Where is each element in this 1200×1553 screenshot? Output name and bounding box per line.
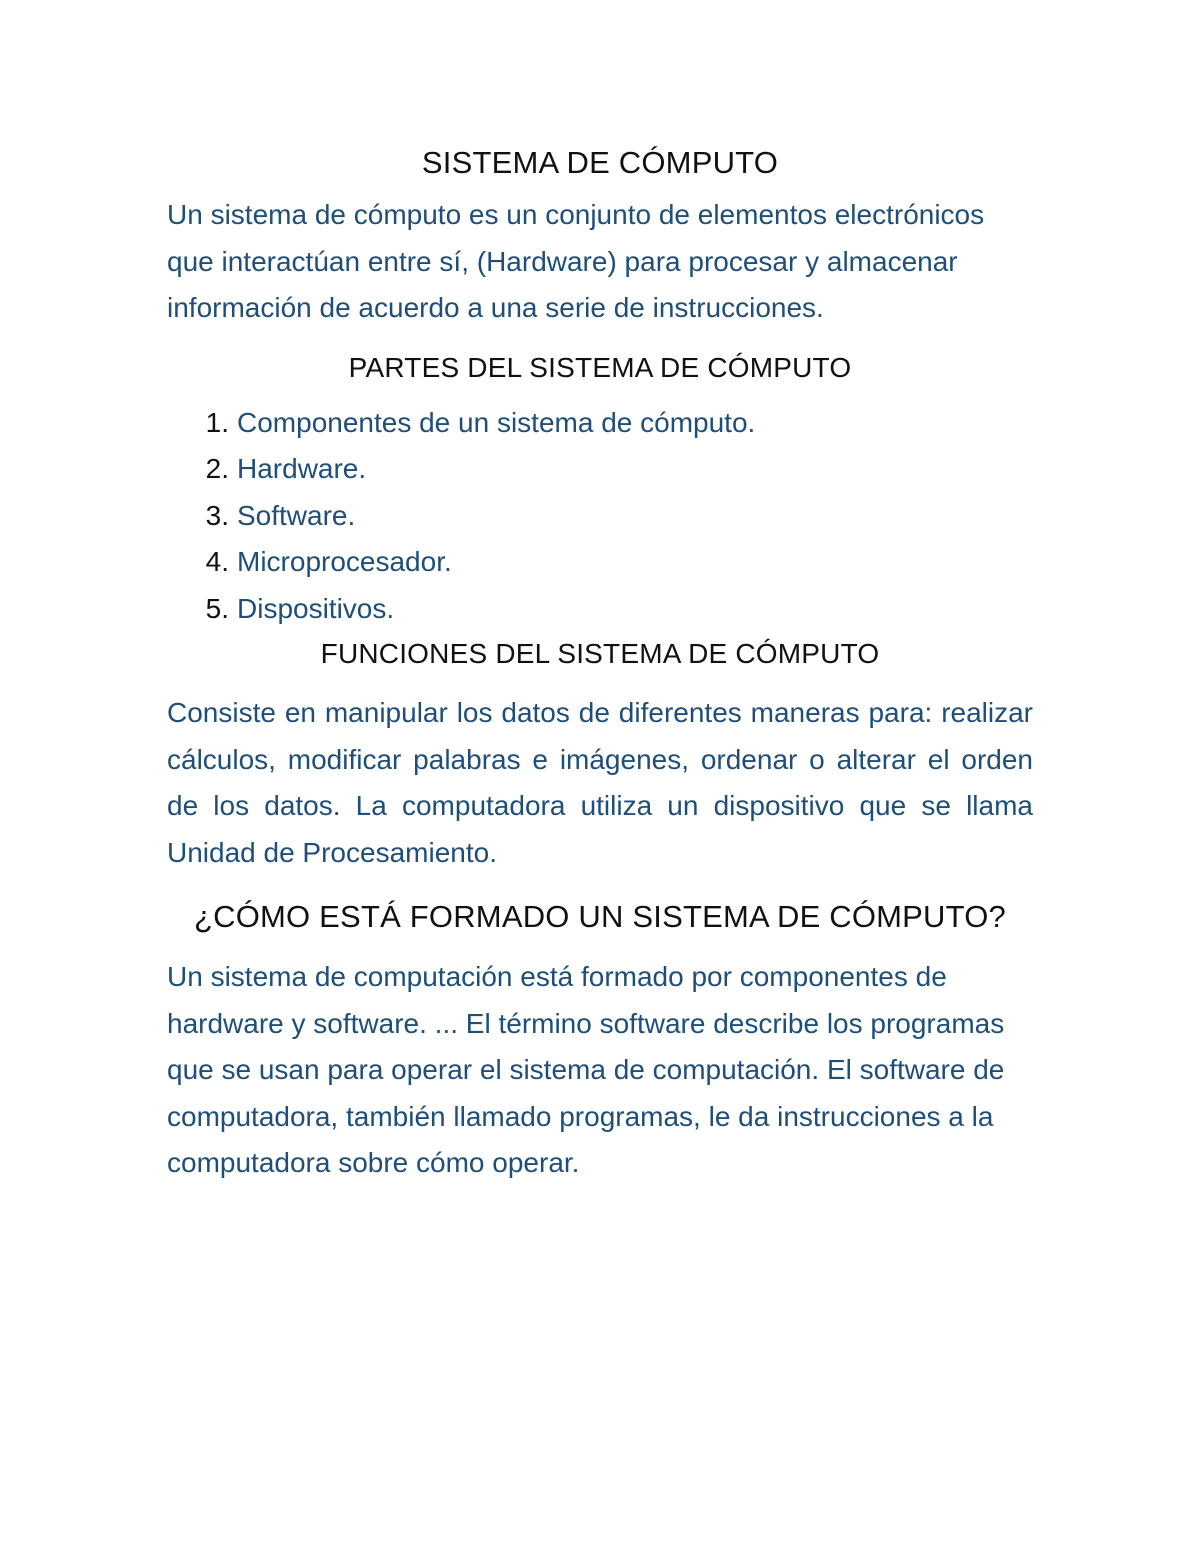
formation-paragraph: Un sistema de computación está formado por componentes de hardware y software. ... El término software describe los programas que se usan para operar el sistema de computación. El software de computadora, también llamado programas, le da instrucciones a la computadora sobre cómo operar. bbox=[167, 961, 1005, 1178]
list-item-number: 1. bbox=[205, 406, 229, 438]
list-item-number: 4. bbox=[205, 546, 229, 577]
functions-paragraph: Consiste en manipular los datos de diferentes maneras para: realizar cálculos, modificar palabras e imágenes, ordenar o alterar el orden de los datos. La computadora utiliza un dispositivo que se llama Unidad de Procesamiento. bbox=[167, 697, 1033, 868]
list-item-text: Software. bbox=[237, 499, 356, 531]
document-content bbox=[167, 140, 1033, 1187]
page-title: SISTEMA DE CÓMPUTO bbox=[421, 145, 779, 180]
list-item-text: Componentes de un sistema de cómputo. bbox=[237, 406, 756, 438]
list-item-text: Microprocesador. bbox=[237, 546, 452, 577]
list-item-number: 5. bbox=[205, 592, 229, 624]
list-item bbox=[167, 493, 1033, 540]
formation-heading: ¿CÓMO ESTÁ FORMADO UN SISTEMA DE CÓMPUTO? bbox=[194, 899, 1006, 934]
parts-heading: PARTES DEL SISTEMA DE CÓMPUTO bbox=[348, 351, 852, 383]
parts-list bbox=[167, 400, 1033, 633]
list-item-text: Dispositivos. bbox=[237, 592, 395, 624]
list-item-number: 3. bbox=[205, 499, 229, 531]
functions-heading: FUNCIONES DEL SISTEMA DE CÓMPUTO bbox=[320, 638, 880, 669]
list-item-number: 2. bbox=[205, 453, 229, 484]
list-item bbox=[167, 586, 1033, 633]
list-item bbox=[167, 446, 1033, 493]
list-item-text: Hardware. bbox=[237, 453, 367, 484]
list-item bbox=[167, 400, 1033, 447]
list-item bbox=[167, 539, 1033, 586]
intro-paragraph: Un sistema de cómputo es un conjunto de elementos electrónicos que interactúan entre sí, (Hardware) para procesar y almacenar información de acuerdo a una serie de instrucciones. bbox=[167, 199, 985, 323]
